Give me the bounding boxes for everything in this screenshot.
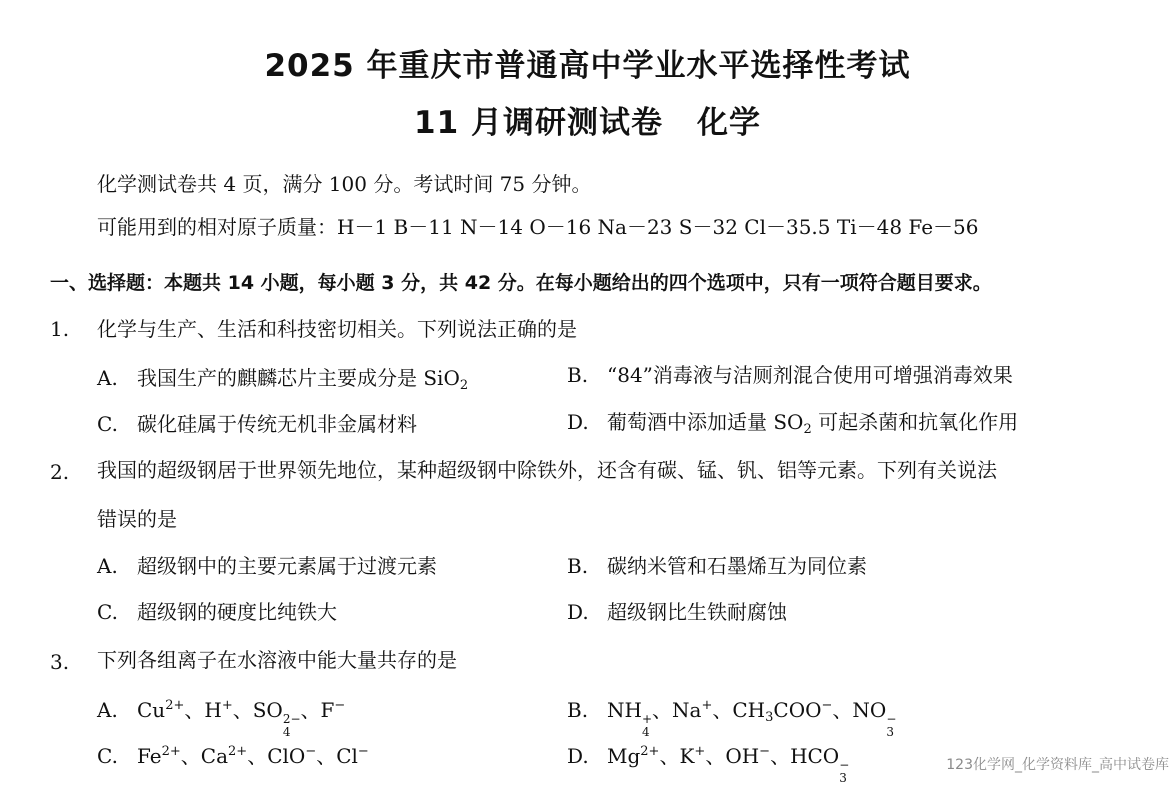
option-text: 我国生产的麒麟芯片主要成分是 SiO xyxy=(137,366,460,390)
charge: 2+ xyxy=(228,744,248,759)
ion: COO xyxy=(773,698,822,722)
separator: 、 xyxy=(832,698,853,722)
exam-title: 2025 年重庆市普通高中学业水平选择性考试 xyxy=(264,48,911,84)
question-stem: 下列各组离子在水溶液中能大量共存的是 xyxy=(97,648,457,672)
option-c xyxy=(97,742,369,770)
question-stem-continued: 错误的是 xyxy=(97,507,177,531)
ion: OH xyxy=(725,744,760,768)
subscript: 4 xyxy=(641,725,650,739)
separator: 、 xyxy=(316,744,337,768)
question-stem: 我国的超级钢居于世界领先地位，某种超级钢中除铁外，还含有碳、锰、钒、铝等元素。下列有关说法 xyxy=(97,458,997,482)
charge: 2+ xyxy=(161,744,181,759)
question-stem: 化学与生产、生活和科技密切相关。下列说法正确的是 xyxy=(97,317,577,341)
ion: F xyxy=(320,698,335,722)
option-label: A. xyxy=(97,366,118,390)
subscript: 2 xyxy=(803,422,812,437)
separator: 、 xyxy=(705,744,726,768)
subtitle-test-name: 11 月调研测试卷 xyxy=(414,105,663,141)
ion: HCO xyxy=(790,744,840,768)
charge: 2− xyxy=(282,712,301,726)
option-label: D. xyxy=(567,410,589,434)
charge: − xyxy=(334,698,346,713)
option-b xyxy=(567,552,867,580)
charge: − xyxy=(886,712,897,726)
ion: Na xyxy=(672,698,702,722)
option-b xyxy=(567,696,896,739)
ion: Ca xyxy=(200,744,229,768)
option-b xyxy=(567,361,1013,389)
option-label: B. xyxy=(567,698,589,722)
option-text: 超级钢的硬度比纯铁大 xyxy=(137,600,337,624)
charge-and-subscript xyxy=(886,713,896,739)
ion: ClO xyxy=(267,744,306,768)
option-a xyxy=(97,552,437,580)
watermark: 123化学网_化学资料库_高中试卷库 xyxy=(946,757,1169,773)
subscript: 2 xyxy=(459,378,469,393)
charge: − xyxy=(305,744,317,759)
ion: K xyxy=(679,744,695,768)
ion: Cl xyxy=(336,744,358,768)
question-number: 1. xyxy=(50,317,70,341)
separator: 、 xyxy=(652,698,673,722)
charge: 2+ xyxy=(165,698,185,713)
option-text: 超级钢比生铁耐腐蚀 xyxy=(607,600,787,624)
charge-and-subscript xyxy=(283,713,301,739)
ion: Mg xyxy=(607,744,641,768)
separator: 、 xyxy=(712,698,733,722)
ion: NO xyxy=(852,698,887,722)
ion: Cu xyxy=(137,698,166,722)
option-text: 碳纳米管和石墨烯互为同位素 xyxy=(607,554,867,578)
intro-text: 化学测试卷共 4 页，满分 100 分。考试时间 75 分钟。 xyxy=(97,172,592,196)
option-a xyxy=(97,696,345,739)
subscript: 4 xyxy=(282,725,291,739)
separator: 、 xyxy=(180,744,201,768)
option-text: 葡萄酒中添加适量 SO xyxy=(607,410,804,434)
option-d xyxy=(567,408,1018,436)
separator: 、 xyxy=(232,698,253,722)
option-text: “84”消毒液与洁厕剂混合使用可增强消毒效果 xyxy=(607,363,1013,387)
separator: 、 xyxy=(184,698,205,722)
ion: NH xyxy=(607,698,642,722)
option-label: D. xyxy=(567,600,589,624)
section-heading: 一、选择题：本题共 14 小题，每小题 3 分，共 42 分。在每小题给出的四个选项中，只有一项符合题目要求。 xyxy=(50,272,992,294)
charge: − xyxy=(357,744,369,759)
separator: 、 xyxy=(300,698,321,722)
option-label: B. xyxy=(567,363,589,387)
subtitle-subject: 化学 xyxy=(696,105,761,141)
option-text: 可起杀菌和抗氧化作用 xyxy=(811,410,1019,434)
charge: − xyxy=(821,698,833,713)
subscript: 3 xyxy=(839,771,847,785)
subscript: 3 xyxy=(765,710,774,725)
option-label: D. xyxy=(567,744,589,768)
option-label: A. xyxy=(97,698,118,722)
option-a xyxy=(97,364,468,392)
charge: − xyxy=(839,758,850,772)
question-number: 2. xyxy=(50,460,70,484)
option-label: B. xyxy=(567,554,589,578)
ion: H xyxy=(204,698,222,722)
charge-and-subscript xyxy=(839,759,849,785)
charge: + xyxy=(701,698,713,713)
charge: − xyxy=(759,744,771,759)
exam-subtitle xyxy=(0,97,1175,142)
charge: + xyxy=(221,698,233,713)
option-label: C. xyxy=(97,600,118,624)
charge: 2+ xyxy=(640,744,660,759)
ion: SO xyxy=(252,698,283,722)
charge: + xyxy=(694,744,706,759)
atomic-masses: 可能用到的相对原子质量：H－1 B－11 N－14 O－16 Na－23 S－32 Cl－35.5 Ti－48 Fe－56 xyxy=(97,215,979,239)
charge-and-subscript xyxy=(642,713,652,739)
ion: CH xyxy=(732,698,766,722)
option-label: C. xyxy=(97,412,118,436)
option-text: 碳化硅属于传统无机非金属材料 xyxy=(137,412,417,436)
separator: 、 xyxy=(770,744,791,768)
option-c xyxy=(97,598,337,626)
option-text: 超级钢中的主要元素属于过渡元素 xyxy=(137,554,437,578)
question-number: 3. xyxy=(50,650,70,674)
option-d xyxy=(567,598,787,626)
subscript: 3 xyxy=(886,725,894,739)
ion: Fe xyxy=(137,744,162,768)
option-d xyxy=(567,742,849,785)
separator: 、 xyxy=(247,744,268,768)
separator: 、 xyxy=(659,744,680,768)
option-label: C. xyxy=(97,744,118,768)
option-label: A. xyxy=(97,554,118,578)
charge: + xyxy=(641,712,653,726)
option-c xyxy=(97,410,417,438)
